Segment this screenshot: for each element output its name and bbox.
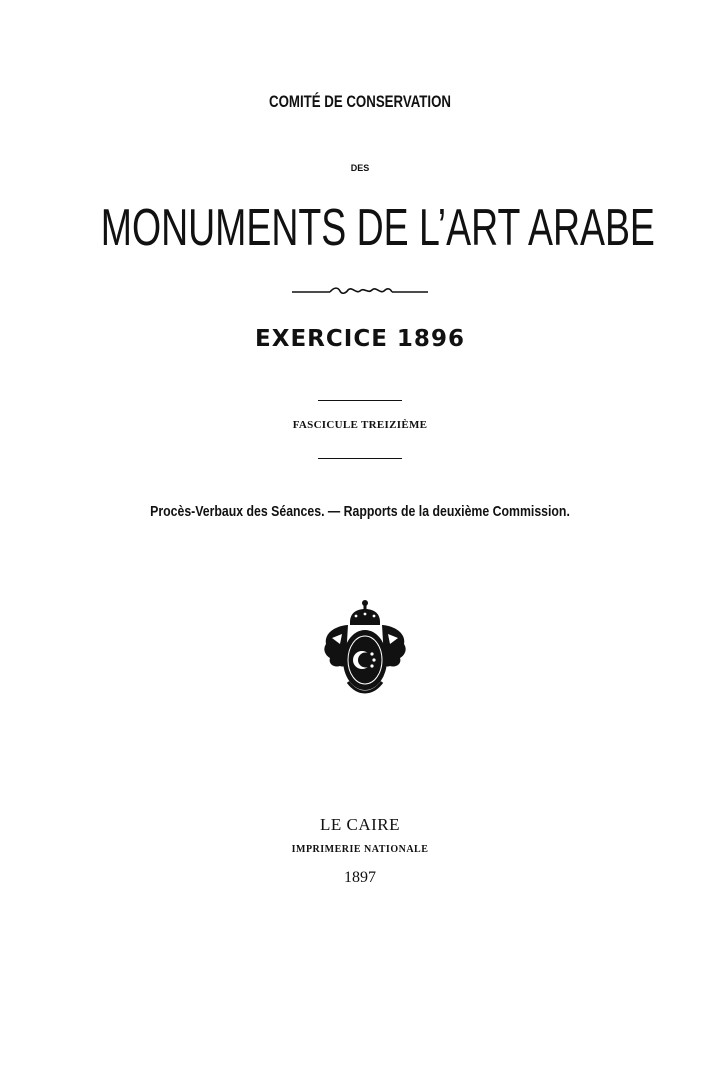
fascicule-rule-top <box>318 400 402 401</box>
main-title: MONUMENTS DE L’ART ARABE <box>100 199 655 257</box>
fascicule-label: FASCICULE TREIZIÈME <box>292 419 428 431</box>
imprint-city: LE CAIRE <box>319 815 401 834</box>
ornamental-divider-icon <box>290 283 430 299</box>
imprint-year: 1897 <box>344 869 376 886</box>
exercice-heading: EXERCICE 1896 <box>255 326 465 352</box>
contents-line: Procès-Verbaux des Séances. — Rapports de la deuxième Commission. <box>150 503 570 520</box>
coat-of-arms-emblem-icon <box>320 598 410 696</box>
des-connector: DES <box>350 163 370 173</box>
imprint-printer: IMPRIMERIE NATIONALE <box>291 844 429 855</box>
fascicule-rule-bottom <box>318 458 402 459</box>
committee-title: COMITÉ DE CONSERVATION <box>269 92 451 111</box>
